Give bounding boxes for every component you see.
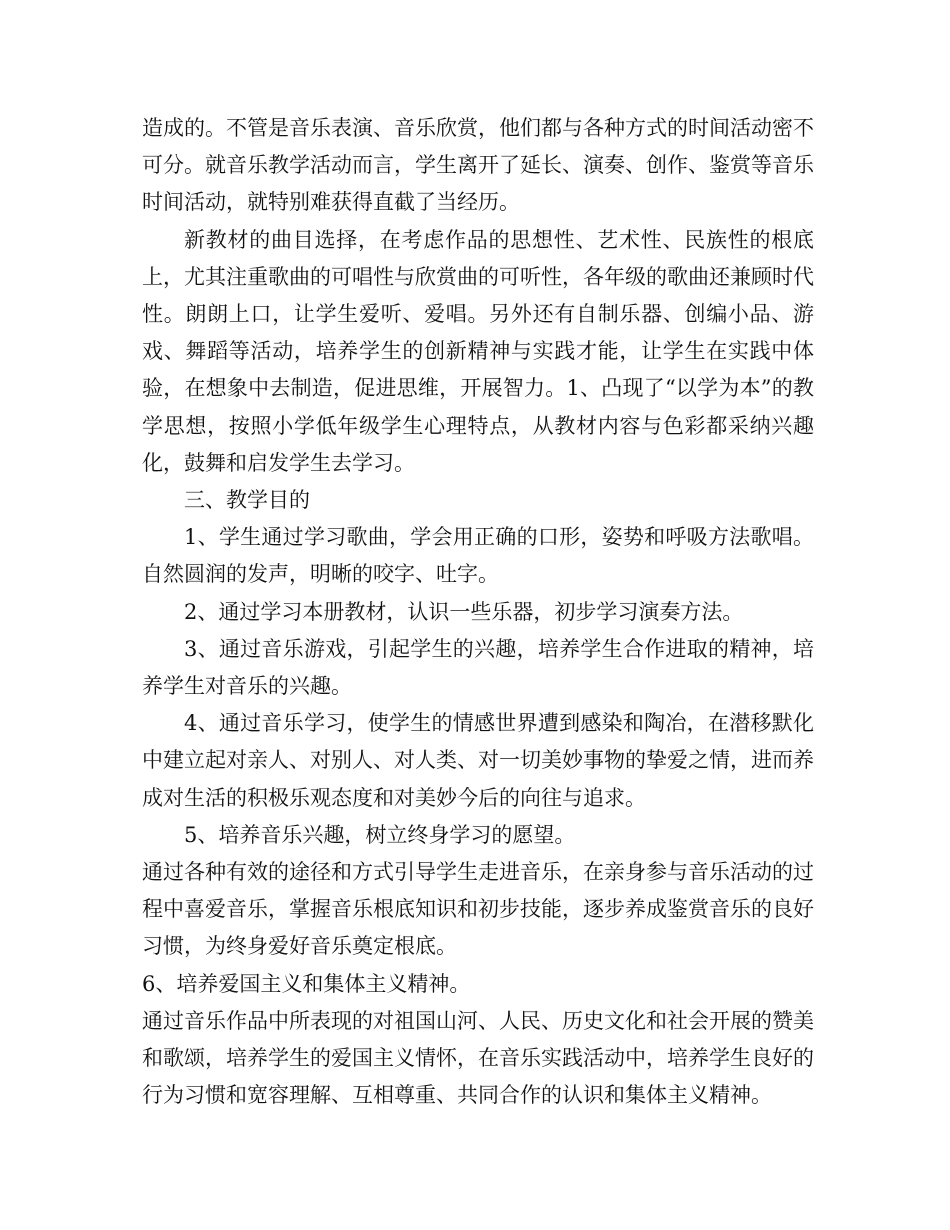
goal-item-5-detail: 通过各种有效的途径和方式引导学生走进音乐，在亲身参与音乐活动的过程中喜爱音乐，掌握音乐根底知识和初步技能，逐步养成鉴赏音乐的良好习惯，为终身爱好音乐奠定根底。 <box>142 860 814 959</box>
section-heading-teaching-goals: 三、教学目的 <box>184 488 310 513</box>
goal-item-5: 5、培养音乐兴趣，树立终身学习的愿望。 <box>184 822 576 847</box>
document-body <box>142 110 814 1114</box>
goal-item-6: 6、培养爱国主义和集体主义精神。 <box>142 971 471 996</box>
goal-item-2: 2、通过学习本册教材，认识一些乐器，初步学习演奏方法。 <box>184 599 744 624</box>
goal-item-3: 3、通过音乐游戏，引起学生的兴趣，培养学生合作进取的精神，培养学生对音乐的兴趣。 <box>142 636 814 699</box>
goal-item-1: 1、学生通过学习歌曲，学会用正确的口形，姿势和呼吸方法歌唱。自然圆润的发声，明晰的咬字、吐字。 <box>142 525 814 587</box>
paragraph-new-textbook: 新教材的曲目选择，在考虑作品的思想性、艺术性、民族性的根底上，尤其注重歌曲的可唱性与欣赏曲的可听性，各年级的歌曲还兼顾时代性。朗朗上口，让学生爱听、爱唱。另外还有自制乐器、创编小品、游戏、舞蹈等活动，培养学生的创新精神与实践才能，让学生在实践中体验，在想象中去制造，促进思维，开展智力。1、凸现了“以学为本”的教学思想，按照小学低年级学生心理特点，从教材内容与色彩都采纳兴趣化，鼓舞和启发学生去学习。 <box>142 227 814 475</box>
goal-item-6-detail: 通过音乐作品中所表现的对祖国山河、人民、历史文化和社会开展的赞美和歌颂，培养学生的爱国主义情怀，在音乐实践活动中，培养学生良好的行为习惯和宽容理解、互相尊重、共同合作的认识和集体主义精神。 <box>142 1008 814 1108</box>
goal-item-4: 4、通过音乐学习，使学生的情感世界遭到感染和陶冶，在潜移默化中建立起对亲人、对别人、对人类、对一切美妙事物的挚爱之情，进而养成对生活的积极乐观态度和对美妙今后的向往与追求。 <box>142 711 814 810</box>
paragraph-intro-continued: 造成的。不管是音乐表演、音乐欣赏，他们都与各种方式的时间活动密不可分。就音乐教学活动而言，学生离开了延长、演奏、创作、鉴赏等音乐时间活动，就特别难获得直截了当经历。 <box>142 116 814 215</box>
